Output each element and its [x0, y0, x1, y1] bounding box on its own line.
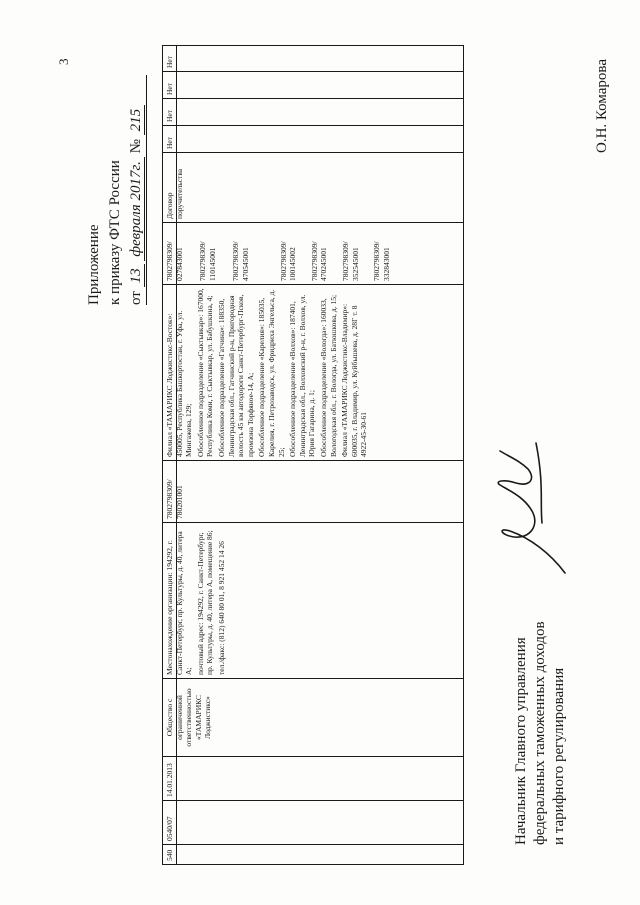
order-month-year: февраля 2017г. [128, 157, 145, 261]
appendix-order: к приказу ФТС России [107, 160, 123, 305]
cell-row-number [163, 844, 463, 864]
cell-branches [163, 284, 463, 460]
branch-entry: Обособленное подразделение «Сыктывкар»: 167000, Республика Коми, г. Сыктывкар, ул. Бабушкина, 4; [195, 288, 215, 457]
branch-entry: Филиал «ТАМАРИКС Лоджистикс-Владимир»: 600035, г. Владимир, ул. Куйбышева, д. 28Г т. 8 4922-45-30-61 [340, 303, 369, 457]
branch-entry: Обособленное подразделение «Карелия»: 185035, Карелия, г. Петрозаводск, ул. Фридриха Энгельса, д. 25; [257, 289, 286, 457]
branch-entry: Обособленное подразделение «Вологда»: 160033, Вологодская обл., г. Вологда, ул. Батюшкова, д. 15; [318, 294, 338, 457]
branch-kpp: 7802798309/ 352545001 [340, 241, 360, 281]
cell-contract [163, 152, 463, 222]
order-day: 13 [128, 264, 145, 287]
flag-value: Нет [165, 55, 174, 68]
cell-flag [163, 71, 463, 98]
header-rule [146, 75, 147, 305]
address-line: тел./факс: (812) 640 80 01, 8 921 452 14 26 [216, 541, 226, 675]
appendix-header [84, 105, 147, 305]
branch-kpp: 7802798309/ 470545001 [231, 241, 250, 281]
registry-table [162, 45, 464, 865]
cell-inn-kpp [163, 460, 463, 522]
branch-kpp: 7802798309/ 027843001 [165, 241, 184, 281]
address-line: Местонахождение организации: 194292, г. Санкт-Петербург, пр. Культуры, д. 40, литера А; [165, 531, 194, 675]
cell-flag [163, 44, 463, 71]
flag-value: Нет [165, 136, 174, 149]
cell-reg-date [163, 756, 463, 800]
order-number: 215 [128, 105, 145, 136]
address-line: почтовый адрес: 194292, г. Санкт-Петербург, пр. Культуры, д. 40, литера А, помещение 86; [195, 530, 215, 675]
contract-type: Договор поручительства [165, 168, 184, 219]
branch-entry: Филиал «ТАМАРИКС Лоджистикс-Восток»: 450005, Республика Башкортостан, г. Уфа, ул. Мингажева, 129; [165, 310, 194, 457]
cell-flag [163, 125, 463, 152]
date-prefix: от [128, 291, 144, 305]
signer-name: О.Н. Комарова [594, 59, 610, 153]
reg-date: 14.01.2013 [165, 763, 174, 797]
branch-kpp: 7802798309/ 332843001 [372, 241, 391, 281]
signatory-title-line: федеральных таможенных доходов [532, 621, 548, 845]
flag-value: Нет [165, 109, 174, 122]
branch-kpp: 7802798309/ 100145002 [278, 241, 298, 281]
reg-number: 0540/07 [165, 816, 174, 841]
handwritten-signature [470, 433, 590, 583]
cell-organization [163, 678, 463, 756]
branch-kpp: 7802798309/ 470245001 [309, 241, 329, 281]
number-prefix: № [128, 139, 144, 154]
branch-entry: Обособленное подразделение «Гатчина»: 188350, Ленинградская обл., Гатчинский р-н, Пригородная волость 45 км автодороги Санкт-Петербург-Псков, промзона Торфяное-14, А; [216, 294, 255, 457]
cell-reg-number [163, 800, 463, 844]
signatory-title-line: Начальник Главного управления [513, 637, 529, 845]
cell-branch-kpp [163, 222, 463, 284]
flag-value: Нет [165, 82, 174, 95]
signatory-title-line: и тарифного регулирования [551, 667, 567, 845]
branch-kpp: 7802798309/ 110145001 [198, 241, 217, 281]
signatory-title [512, 621, 569, 845]
page-number: 3 [56, 58, 71, 65]
cell-addresses [163, 522, 463, 678]
appendix-title: Приложение [86, 224, 102, 305]
appendix-date-line [126, 105, 147, 305]
branch-entry: Обособленное подразделение «Волхов»: 187401, Ленинградская обл., Волховский р-н, г. Волхов, ул. Юрия Гагарина, д. 1; [288, 294, 317, 457]
inn-kpp: 7802798309/ 780201001 [165, 479, 184, 519]
cell-flag [163, 98, 463, 125]
row-number: 540 [165, 849, 174, 861]
organization-name: Общество с ограниченной ответственностью «ТАМАРИКС Лоджистикс» [165, 688, 213, 747]
